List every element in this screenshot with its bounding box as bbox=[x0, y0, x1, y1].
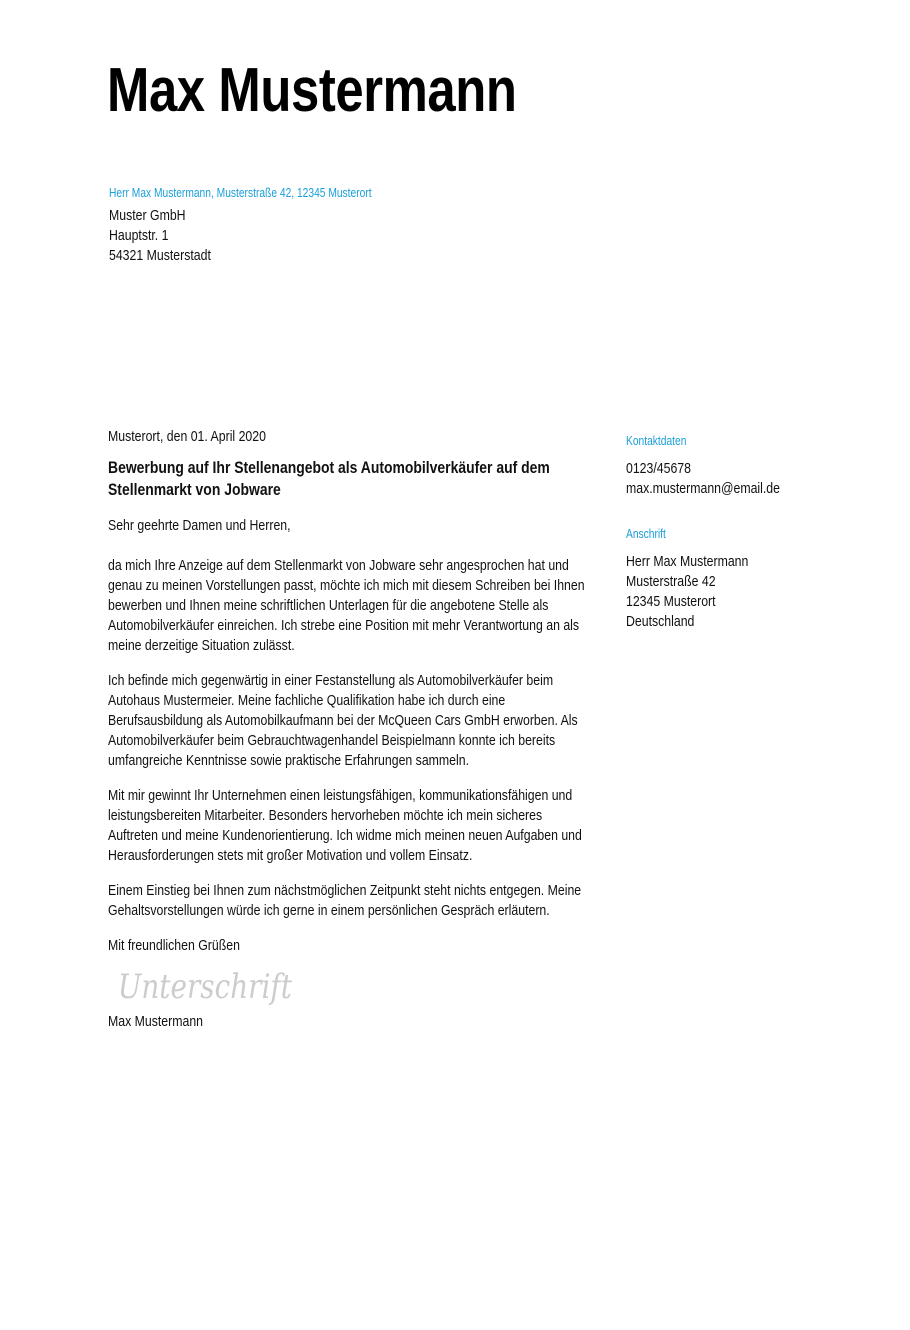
closing: Mit freundlichen Grüßen bbox=[108, 937, 240, 954]
recipient-city: 54321 Musterstadt bbox=[109, 247, 211, 264]
paragraph: Einem Einstieg bei Ihnen zum nächstmöglichen Zeitpunkt steht nichts entgegen. Meine Gehaltsvorstellungen würde ich gerne in einem persönlichen Gespräch erläutern. bbox=[108, 882, 582, 919]
signer-name: Max Mustermann bbox=[108, 1013, 204, 1030]
sidebar-contact bbox=[626, 433, 888, 499]
address-city: 12345 Musterort bbox=[626, 593, 716, 610]
paragraph: Mit mir gewinnt Ihr Unternehmen einen leistungsfähigen, kommunikationsfähigen und leistungsbereiten Mitarbeiter. Besonders hervorheben möchte ich mein sicheres Auftreten und meine Kundenorientierung. Ich widme mich meinen neuen Aufgaben und Herausforderungen stets mit großer Motivation und vollem Einsatz. bbox=[108, 787, 582, 864]
recipient-street: Hauptstr. 1 bbox=[109, 227, 169, 244]
subject-line: Bewerbung auf Ihr Stellenangebot als Automobilverkäufer auf dem Stellenmarkt von Jobware bbox=[108, 458, 550, 499]
contact-heading: Kontaktdaten bbox=[626, 434, 687, 448]
signature-text: Unterschrift bbox=[117, 967, 292, 1007]
applicant-name-heading: Max Mustermann bbox=[107, 56, 517, 125]
recipient-address bbox=[109, 206, 211, 266]
address-heading: Anschrift bbox=[626, 527, 666, 541]
salutation: Sehr geehrte Damen und Herren, bbox=[108, 517, 291, 534]
address-country: Deutschland bbox=[626, 613, 695, 630]
letter-body bbox=[108, 427, 594, 1047]
phone-number: 0123/45678 bbox=[626, 460, 691, 477]
address-street: Musterstraße 42 bbox=[626, 573, 716, 590]
paragraph: Ich befinde mich gegenwärtig in einer Festanstellung als Automobilverkäufer beim Autohaus Mustermeier. Meine fachliche Qualifikation habe ich durch eine Berufsausbildung als Automobilkaufmann bei der McQueen Cars GmbH erworben. Als Automobilverkäufer beim Gebrauchtwagenhandel Beispielmann konnte ich bereits umfangreiche Kenntnisse sowie praktische Erfahrungen sammeln. bbox=[108, 672, 578, 769]
address-name: Herr Max Mustermann bbox=[626, 553, 749, 570]
sender-return-address: Herr Max Mustermann, Musterstraße 42, 12345 Musterort bbox=[109, 186, 372, 200]
signature-image bbox=[108, 960, 594, 1007]
paragraph: da mich Ihre Anzeige auf dem Stellenmarkt von Jobware sehr angesprochen hat und genau zu meinen Vorstellungen passt, möchte ich mich mit diesem Schreiben bei Ihnen bewerben und Ihnen meine schriftlichen Unterlagen für die angebotene Stelle als Automobilverkäufer einreichen. Ich strebe eine Position mit mehr Verantwortung an als meine derzeitige Situation zulässt. bbox=[108, 557, 585, 654]
email-address: max.mustermann@email.de bbox=[626, 480, 780, 497]
date-line: Musterort, den 01. April 2020 bbox=[108, 428, 266, 445]
recipient-company: Muster GmbH bbox=[109, 207, 186, 224]
sidebar-address bbox=[626, 526, 888, 632]
